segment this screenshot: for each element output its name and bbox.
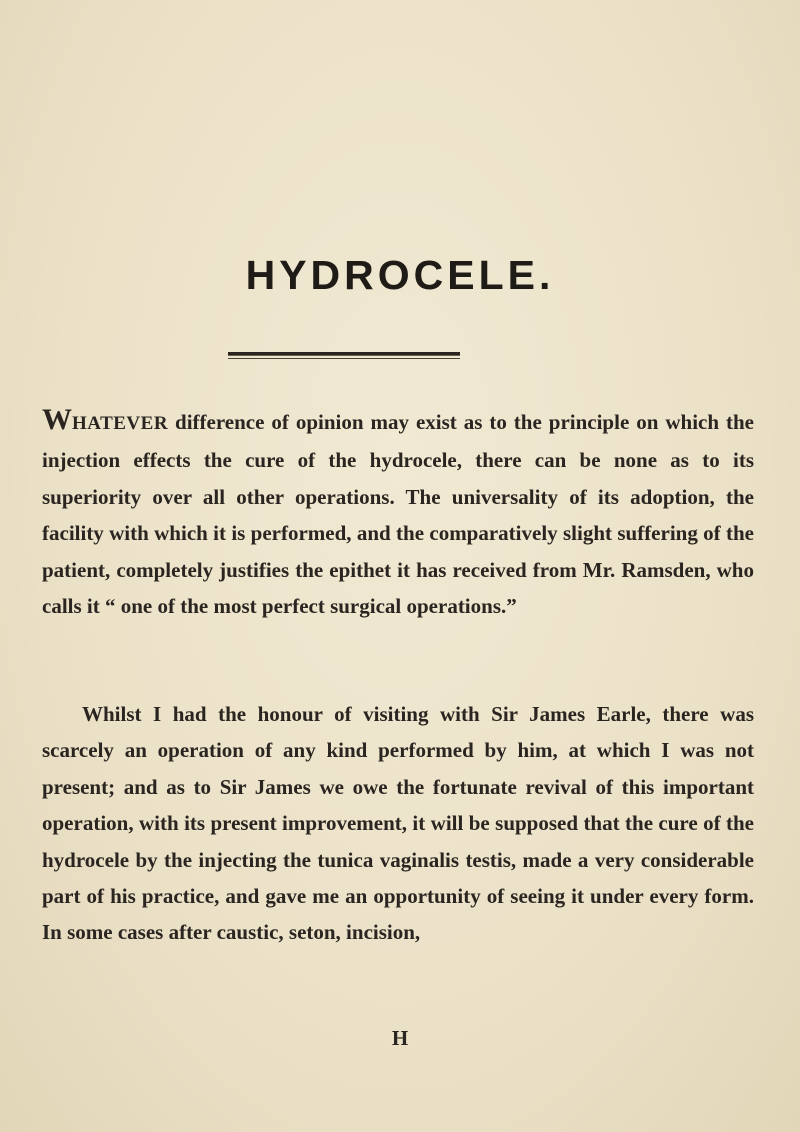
paragraph-2: Whilst I had the honour of visiting with Sir James Earle, there was scarcely an operation of any kind performed by him, at which I was not present; and as to Sir James we owe the fortunate revival of this important operation, with its present improvement, it will be supposed that the cure of the hydrocele by the injecting the tunica vaginalis testis, made a very considerable part of his practice, and gave me an opportunity of seeing it under every form. In some cases after caustic, seton, incision, <box>42 702 754 945</box>
paragraph-1 <box>42 404 754 624</box>
drop-cap: W <box>42 403 72 436</box>
small-caps-word: HATEVER <box>72 413 169 434</box>
title-rule <box>228 352 460 356</box>
signature-mark: H <box>391 1026 409 1050</box>
page-title: HYDROCELE. <box>245 252 555 298</box>
paragraph-1-text: difference of opinion may exist as to the principle on which the injection effects the cure of the hydrocele, there can be none as to its superiority over all other operations. The universality of its adoption, the facility with which it is performed, and the comparatively slight suffering of the patient, completely justifies the epithet it has received from Mr. Ramsden, who calls it “ one of the most perfect surgical operations.” <box>42 410 754 619</box>
title-rule-thin <box>228 358 460 359</box>
